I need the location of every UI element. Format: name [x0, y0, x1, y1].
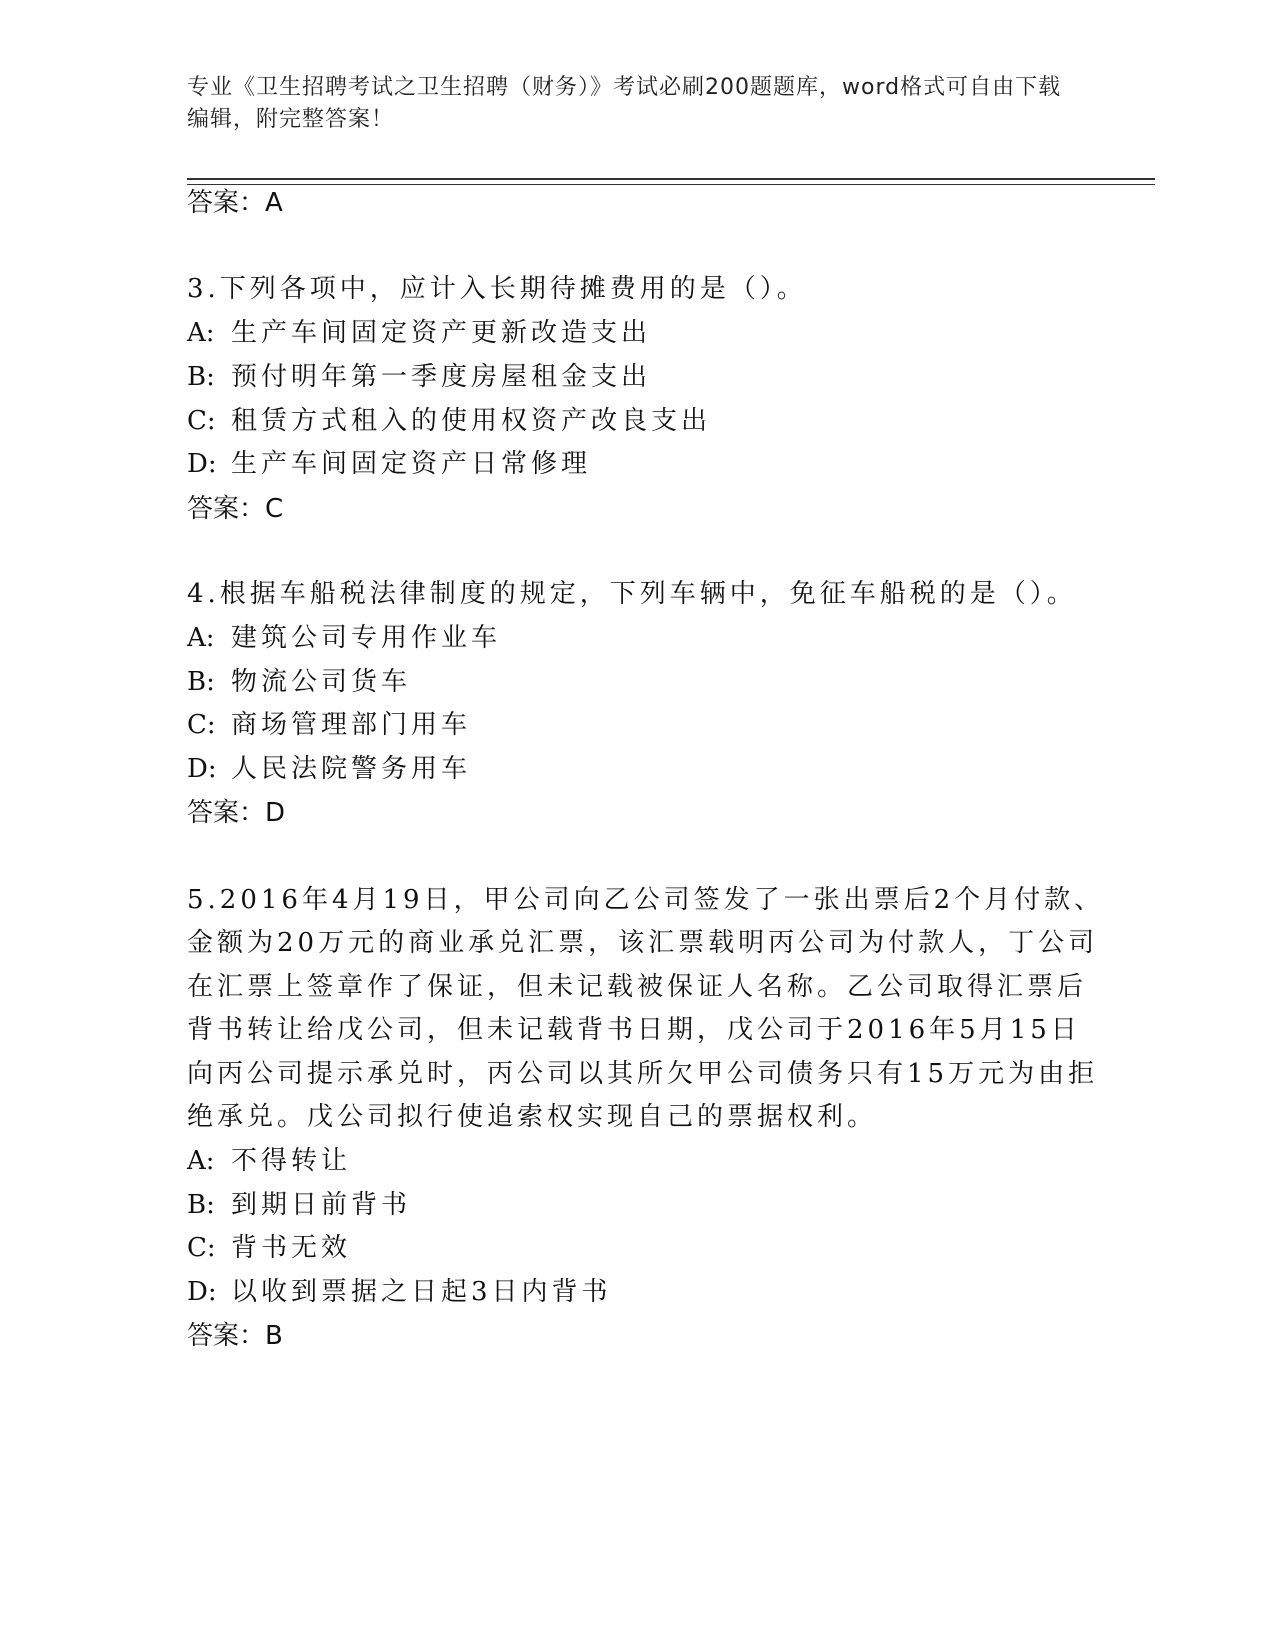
question-5-option-b: [187, 1188, 411, 1222]
option-text: 生产车间固定资产更新改造支出: [231, 318, 652, 348]
previous-answer: 答案：A: [187, 188, 283, 218]
option-text: 物流公司货车: [231, 667, 412, 697]
option-text: 预付明年第一季度房屋租金支出: [231, 362, 652, 392]
question-3-option-b: [187, 360, 651, 394]
question-5-answer: 答案：B: [187, 1321, 283, 1351]
option-text: 到期日前背书: [231, 1190, 412, 1220]
option-key: A:: [187, 623, 215, 653]
option-key: D:: [187, 754, 217, 784]
option-key: B:: [187, 362, 215, 392]
question-4-option-c: [187, 708, 471, 742]
option-key: B:: [187, 667, 215, 697]
option-text: 租赁方式租入的使用权资产改良支出: [231, 406, 712, 436]
option-key: B:: [187, 1190, 215, 1220]
question-5-stem-line: 绝承兑。戊公司拟行使追索权实现自己的票据权利。: [187, 1102, 878, 1132]
question-5-stem-line: 在汇票上签章作了保证，但未记载被保证人名称。乙公司取得汇票后: [187, 972, 1088, 1002]
question-4-option-d: [187, 752, 471, 786]
option-text: 人民法院警务用车: [231, 754, 472, 784]
option-text: 不得转让: [231, 1146, 352, 1176]
question-4-stem: 4.根据车船税法律制度的规定，下列车辆中，免征车船税的是（）。: [187, 579, 1077, 609]
option-key: C:: [187, 406, 216, 436]
question-3-option-d: [187, 447, 591, 481]
option-key: A:: [187, 318, 215, 348]
option-text: 背书无效: [231, 1233, 352, 1263]
question-5-stem-line: 向丙公司提示承兑时，丙公司以其所欠甲公司债务只有15万元为由拒: [187, 1059, 1099, 1089]
question-5-stem-line: 背书转让给戊公司，但未记载背书日期，戊公司于2016年5月15日: [187, 1015, 1081, 1045]
option-text: 建筑公司专用作业车: [231, 623, 502, 653]
option-text: 以收到票据之日起3日内背书: [231, 1277, 612, 1307]
question-5-option-c: [187, 1231, 351, 1265]
question-5-option-d: [187, 1275, 612, 1309]
question-5-stem-line: 金额为20万元的商业承兑汇票，该汇票载明丙公司为付款人，丁公司: [187, 928, 1099, 958]
header-divider-thin: [187, 184, 1155, 185]
option-text: 商场管理部门用车: [231, 710, 472, 740]
question-4-option-b: [187, 665, 411, 699]
option-text: 生产车间固定资产日常修理: [231, 449, 592, 479]
header-divider: [187, 178, 1155, 180]
question-3-option-c: [187, 404, 711, 438]
question-5-stem-line: 5.2016年4月19日，甲公司向乙公司签发了一张出票后2个月付款、: [187, 885, 1105, 915]
question-3-option-a: [187, 316, 651, 350]
question-5-option-a: [187, 1144, 351, 1178]
question-3-stem: 3.下列各项中，应计入长期待摊费用的是（）。: [187, 274, 807, 304]
option-key: A:: [187, 1146, 215, 1176]
question-4-answer: 答案：D: [187, 798, 286, 828]
question-3-answer: 答案：C: [187, 494, 284, 524]
option-key: C:: [187, 1233, 216, 1263]
question-4-option-a: [187, 621, 501, 655]
option-key: C:: [187, 710, 216, 740]
document-header: 专业《卫生招聘考试之卫生招聘（财务）》考试必刷200题题库，word格式可自由下载编辑，附完整答案！: [187, 75, 1062, 132]
option-key: D:: [187, 1277, 217, 1307]
option-key: D:: [187, 449, 217, 479]
